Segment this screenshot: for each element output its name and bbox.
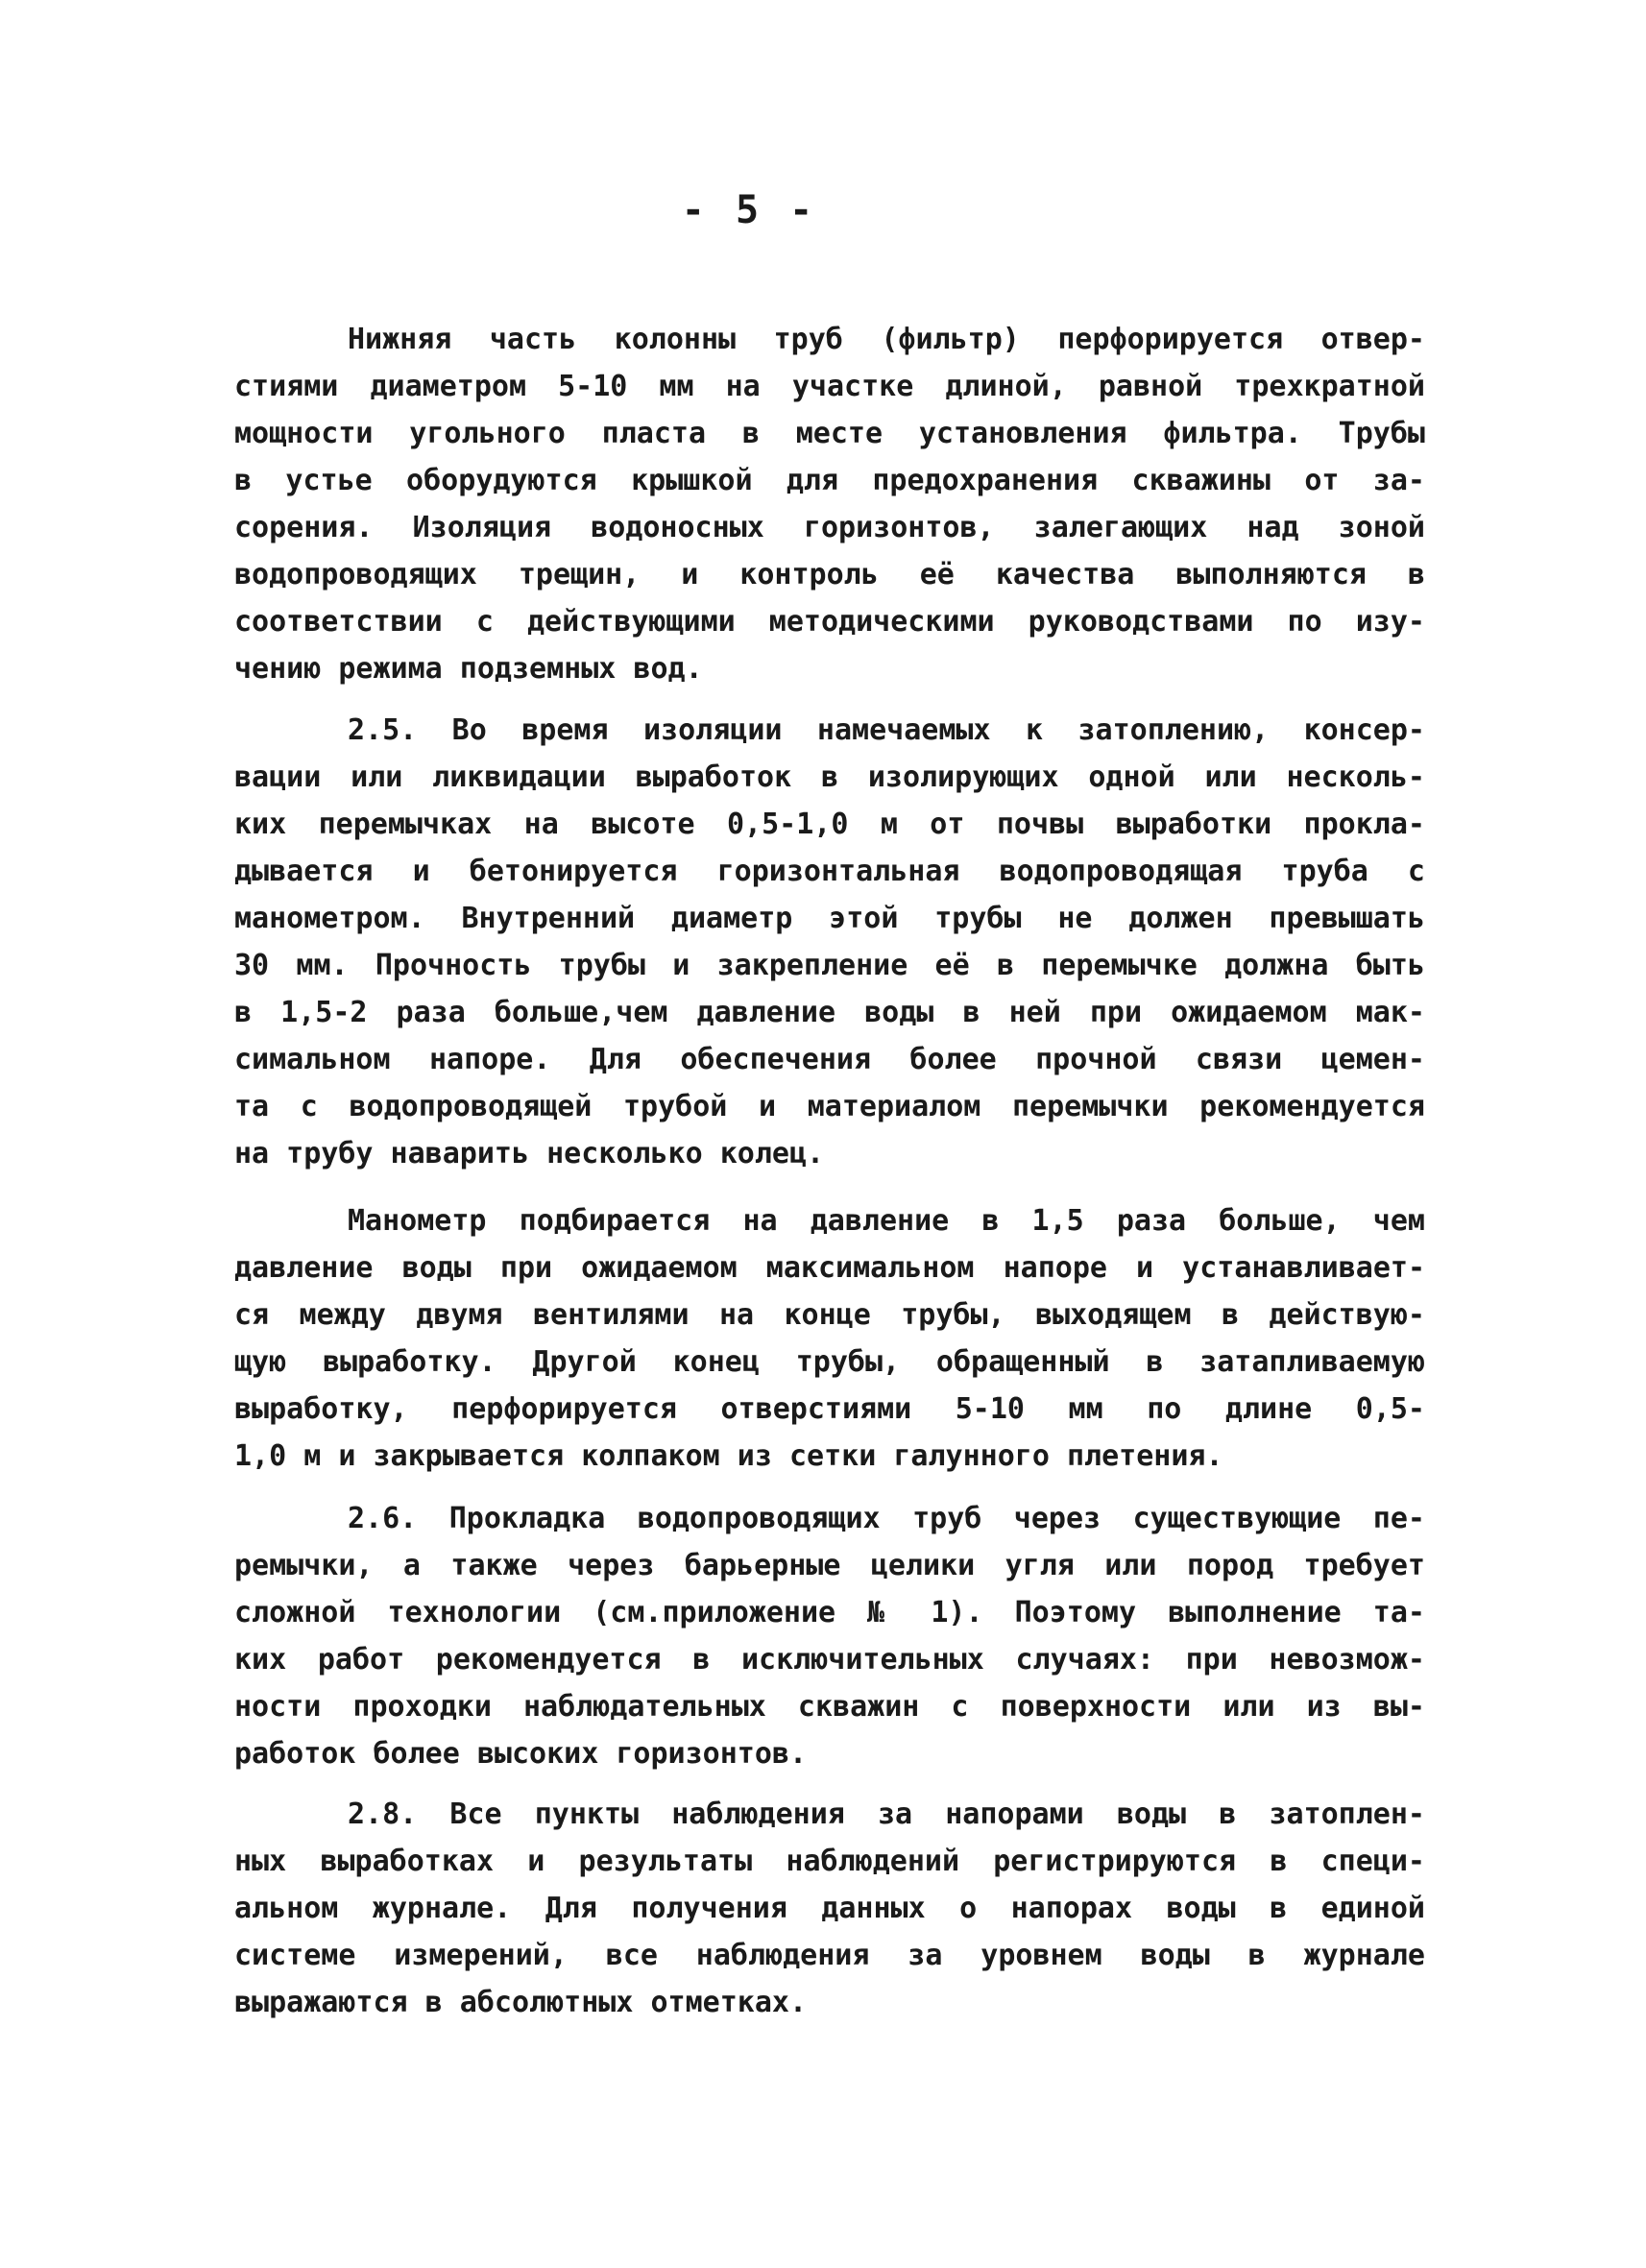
text-line: соответствии с действующими методическими руководствами по изу- xyxy=(234,605,1425,639)
text-line: Манометр подбирается на давление в 1,5 раза больше, чем xyxy=(348,1204,1425,1238)
text-line: ся между двумя вентилями на конце трубы, выходящем в действую- xyxy=(234,1298,1425,1332)
text-line: ких перемычках на высоте 0,5-1,0 м от почвы выработки прокла- xyxy=(234,808,1425,841)
text-line: системе измерений, все наблюдения за уровнем воды в журнале xyxy=(234,1939,1425,1972)
text-line: ности проходки наблюдательных скважин с поверхности или из вы- xyxy=(234,1690,1425,1724)
text-line: 2.6. Прокладка водопроводящих труб через существующие пе- xyxy=(348,1502,1425,1535)
text-line: ных выработках и результаты наблюдений регистрируются в специ- xyxy=(234,1845,1425,1878)
text-line: ких работ рекомендуется в исключительных случаях: при невозмож- xyxy=(234,1643,1425,1677)
text-line: 1,0 м и закрывается колпаком из сетки галунного плетения. xyxy=(234,1439,1223,1473)
text-line: сложной технологии (см.приложение № 1). Поэтому выполнение та- xyxy=(234,1596,1425,1629)
text-line: альном журнале. Для получения данных о напорах воды в единой xyxy=(234,1892,1425,1925)
text-line: та с водопроводящей трубой и материалом перемычки рекомендуется xyxy=(234,1090,1425,1123)
text-line: в устье оборудуются крышкой для предохранения скважины от за- xyxy=(234,464,1425,497)
text-line: 30 мм. Прочность трубы и закрепление её в перемычке должна быть xyxy=(234,949,1425,982)
text-line: дывается и бетонируется горизонтальная водопроводящая труба с xyxy=(234,855,1425,888)
text-line: симальном напоре. Для обеспечения более прочной связи цемен- xyxy=(234,1043,1425,1076)
text-line: водопроводящих трещин, и контроль её качества выполняются в xyxy=(234,558,1425,591)
text-line: сорения. Изоляция водоносных горизонтов, залегающих над зоной xyxy=(234,511,1425,544)
text-line: давление воды при ожидаемом максимальном напоре и устанавливает- xyxy=(234,1251,1425,1285)
text-line: мощности угольного пласта в месте установления фильтра. Трубы xyxy=(234,417,1425,450)
text-line: выработку, перфорируется отверстиями 5-10 мм по длине 0,5- xyxy=(234,1392,1425,1426)
text-line: щую выработку. Другой конец трубы, обращенный в затапливаемую xyxy=(234,1345,1425,1379)
text-line: манометром. Внутренний диаметр этой трубы не должен превышать xyxy=(234,902,1425,935)
text-line: ремычки, а также через барьерные целики угля или пород требует xyxy=(234,1549,1425,1582)
text-line: в 1,5-2 раза больше,чем давление воды в ней при ожидаемом мак- xyxy=(234,996,1425,1029)
text-line: выражаются в абсолютных отметках. xyxy=(234,1986,808,2019)
page-number: - 5 - xyxy=(681,188,817,232)
text-line: чению режима подземных вод. xyxy=(234,652,703,686)
text-line: стиями диаметром 5-10 мм на участке длиной, равной трехкратной xyxy=(234,370,1425,403)
text-line: 2.5. Во время изоляции намечаемых к затоплению, консер- xyxy=(348,713,1425,747)
text-line: работок более высоких горизонтов. xyxy=(234,1737,808,1771)
text-line: Нижняя часть колонны труб (фильтр) перфорируется отвер- xyxy=(348,323,1425,356)
text-line: 2.8. Все пункты наблюдения за напорами воды в затоплен- xyxy=(348,1798,1425,1831)
text-line: на трубу наварить несколько колец. xyxy=(234,1137,825,1170)
text-line: вации или ликвидации выработок в изолирующих одной или несколь- xyxy=(234,760,1425,794)
